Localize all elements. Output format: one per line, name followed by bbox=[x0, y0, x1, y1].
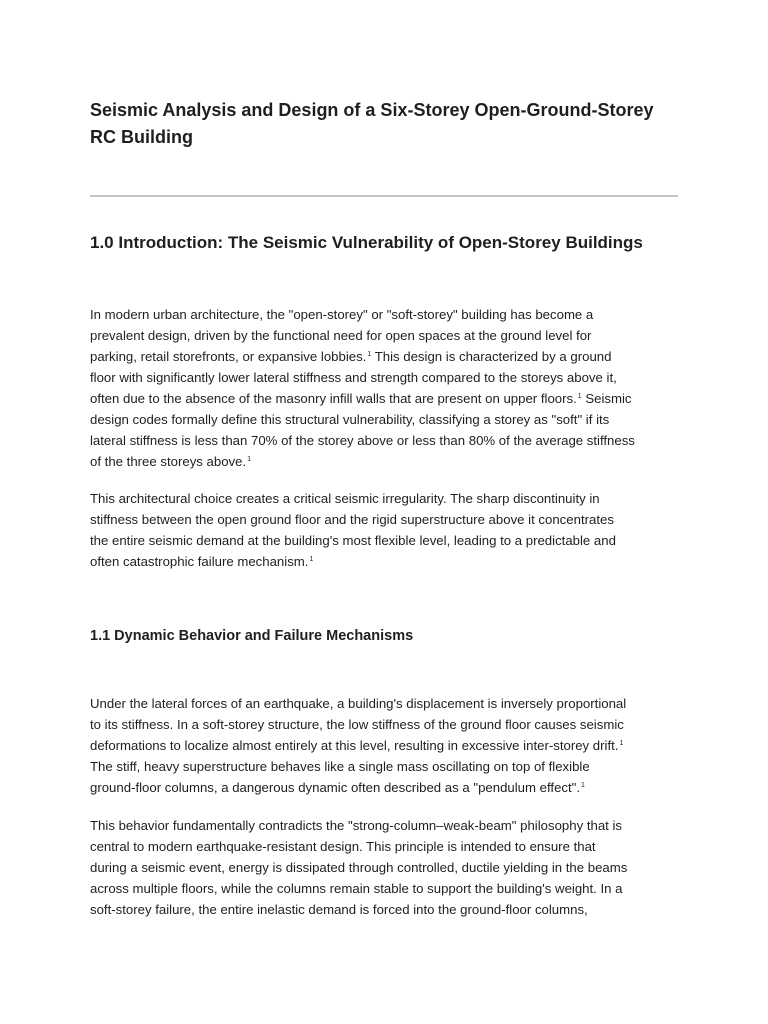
citation-superscript: 1 bbox=[577, 393, 582, 400]
paragraph-4-line: during a seismic event, energy is dissipated through controlled, ductile yielding in the beams bbox=[90, 860, 628, 875]
paragraph-2-text: often catastrophic failure mechanism. bbox=[90, 554, 309, 569]
paragraph-1-line bbox=[90, 388, 680, 409]
paragraph-1-line bbox=[90, 346, 680, 367]
paragraph-1-text: This design is characterized by a ground bbox=[371, 349, 612, 364]
paragraph-1-text: often due to the absence of the masonry infill walls that are present on upper floors. bbox=[90, 391, 577, 406]
horizontal-divider bbox=[90, 195, 678, 197]
citation-superscript: 1 bbox=[619, 740, 624, 747]
paragraph-1-line: floor with significantly lower lateral stiffness and strength compared to the storeys above it, bbox=[90, 370, 617, 385]
document-title-line-1: Seismic Analysis and Design of a Six-Storey Open-Ground-Storey bbox=[90, 100, 654, 120]
paragraph-2 bbox=[90, 488, 680, 572]
paragraph-1-line bbox=[90, 451, 680, 472]
paragraph-1-text: parking, retail storefronts, or expansive lobbies. bbox=[90, 349, 367, 364]
paragraph-4-line: This behavior fundamentally contradicts the "strong-column–weak-beam" philosophy that is bbox=[90, 818, 623, 833]
document-title-line-2: RC Building bbox=[90, 127, 193, 147]
paragraph-1-line: prevalent design, driven by the functional need for open spaces at the ground level for bbox=[90, 328, 592, 343]
paragraph-2-line: This architectural choice creates a critical seismic irregularity. The sharp discontinuity in bbox=[90, 491, 600, 506]
subsection-heading: 1.1 Dynamic Behavior and Failure Mechanisms bbox=[90, 628, 414, 644]
section-heading: 1.0 Introduction: The Seismic Vulnerability of Open-Storey Buildings bbox=[90, 233, 643, 252]
paragraph-3-text: ground-floor columns, a dangerous dynamic often described as a "pendulum effect". bbox=[90, 780, 581, 795]
paragraph-1-line: lateral stiffness is less than 70% of the storey above or less than 80% of the average stiffness bbox=[90, 433, 635, 448]
paragraph-3-line: The stiff, heavy superstructure behaves like a single mass oscillating on top of flexible bbox=[90, 759, 590, 774]
paragraph-3-text: deformations to localize almost entirely at this level, resulting in excessive inter-storey drift. bbox=[90, 738, 619, 753]
citation-superscript: 1 bbox=[581, 782, 585, 789]
paragraph-2-line: the entire seismic demand at the building's most flexible level, leading to a predictable and bbox=[90, 533, 616, 548]
citation-superscript: 1 bbox=[309, 556, 314, 563]
paragraph-4-line: central to modern earthquake-resistant design. This principle is intended to ensure that bbox=[90, 839, 596, 854]
paragraph-3 bbox=[90, 693, 680, 798]
paragraph-4-line: soft-storey failure, the entire inelastic demand is forced into the ground-floor columns, bbox=[90, 902, 588, 917]
paragraph-1-line: design codes formally define this structural vulnerability, classifying a storey as "soft" if its bbox=[90, 412, 610, 427]
paragraph-1-line: In modern urban architecture, the "open-storey" or "soft-storey" building has become a bbox=[90, 307, 594, 322]
citation-superscript: 1 bbox=[247, 456, 252, 463]
paragraph-2-line bbox=[90, 551, 680, 572]
paragraph-1-text: Seismic bbox=[581, 391, 632, 406]
paragraph-4-line: across multiple floors, while the columns remain stable to support the building's weight. In a bbox=[90, 881, 623, 896]
document-title bbox=[90, 97, 680, 151]
paragraph-1-text: of the three storeys above. bbox=[90, 454, 247, 469]
paragraph-4 bbox=[90, 815, 680, 920]
citation-superscript: 1 bbox=[367, 351, 372, 358]
paragraph-3-line bbox=[90, 735, 680, 756]
paragraph-1 bbox=[90, 304, 680, 472]
paragraph-3-line bbox=[90, 777, 680, 798]
paragraph-3-line: to its stiffness. In a soft-storey structure, the low stiffness of the ground floor causes seismic bbox=[90, 717, 624, 732]
paragraph-2-line: stiffness between the open ground floor and the rigid superstructure above it concentrates bbox=[90, 512, 614, 527]
paragraph-3-line: Under the lateral forces of an earthquake, a building's displacement is inversely proportional bbox=[90, 696, 627, 711]
